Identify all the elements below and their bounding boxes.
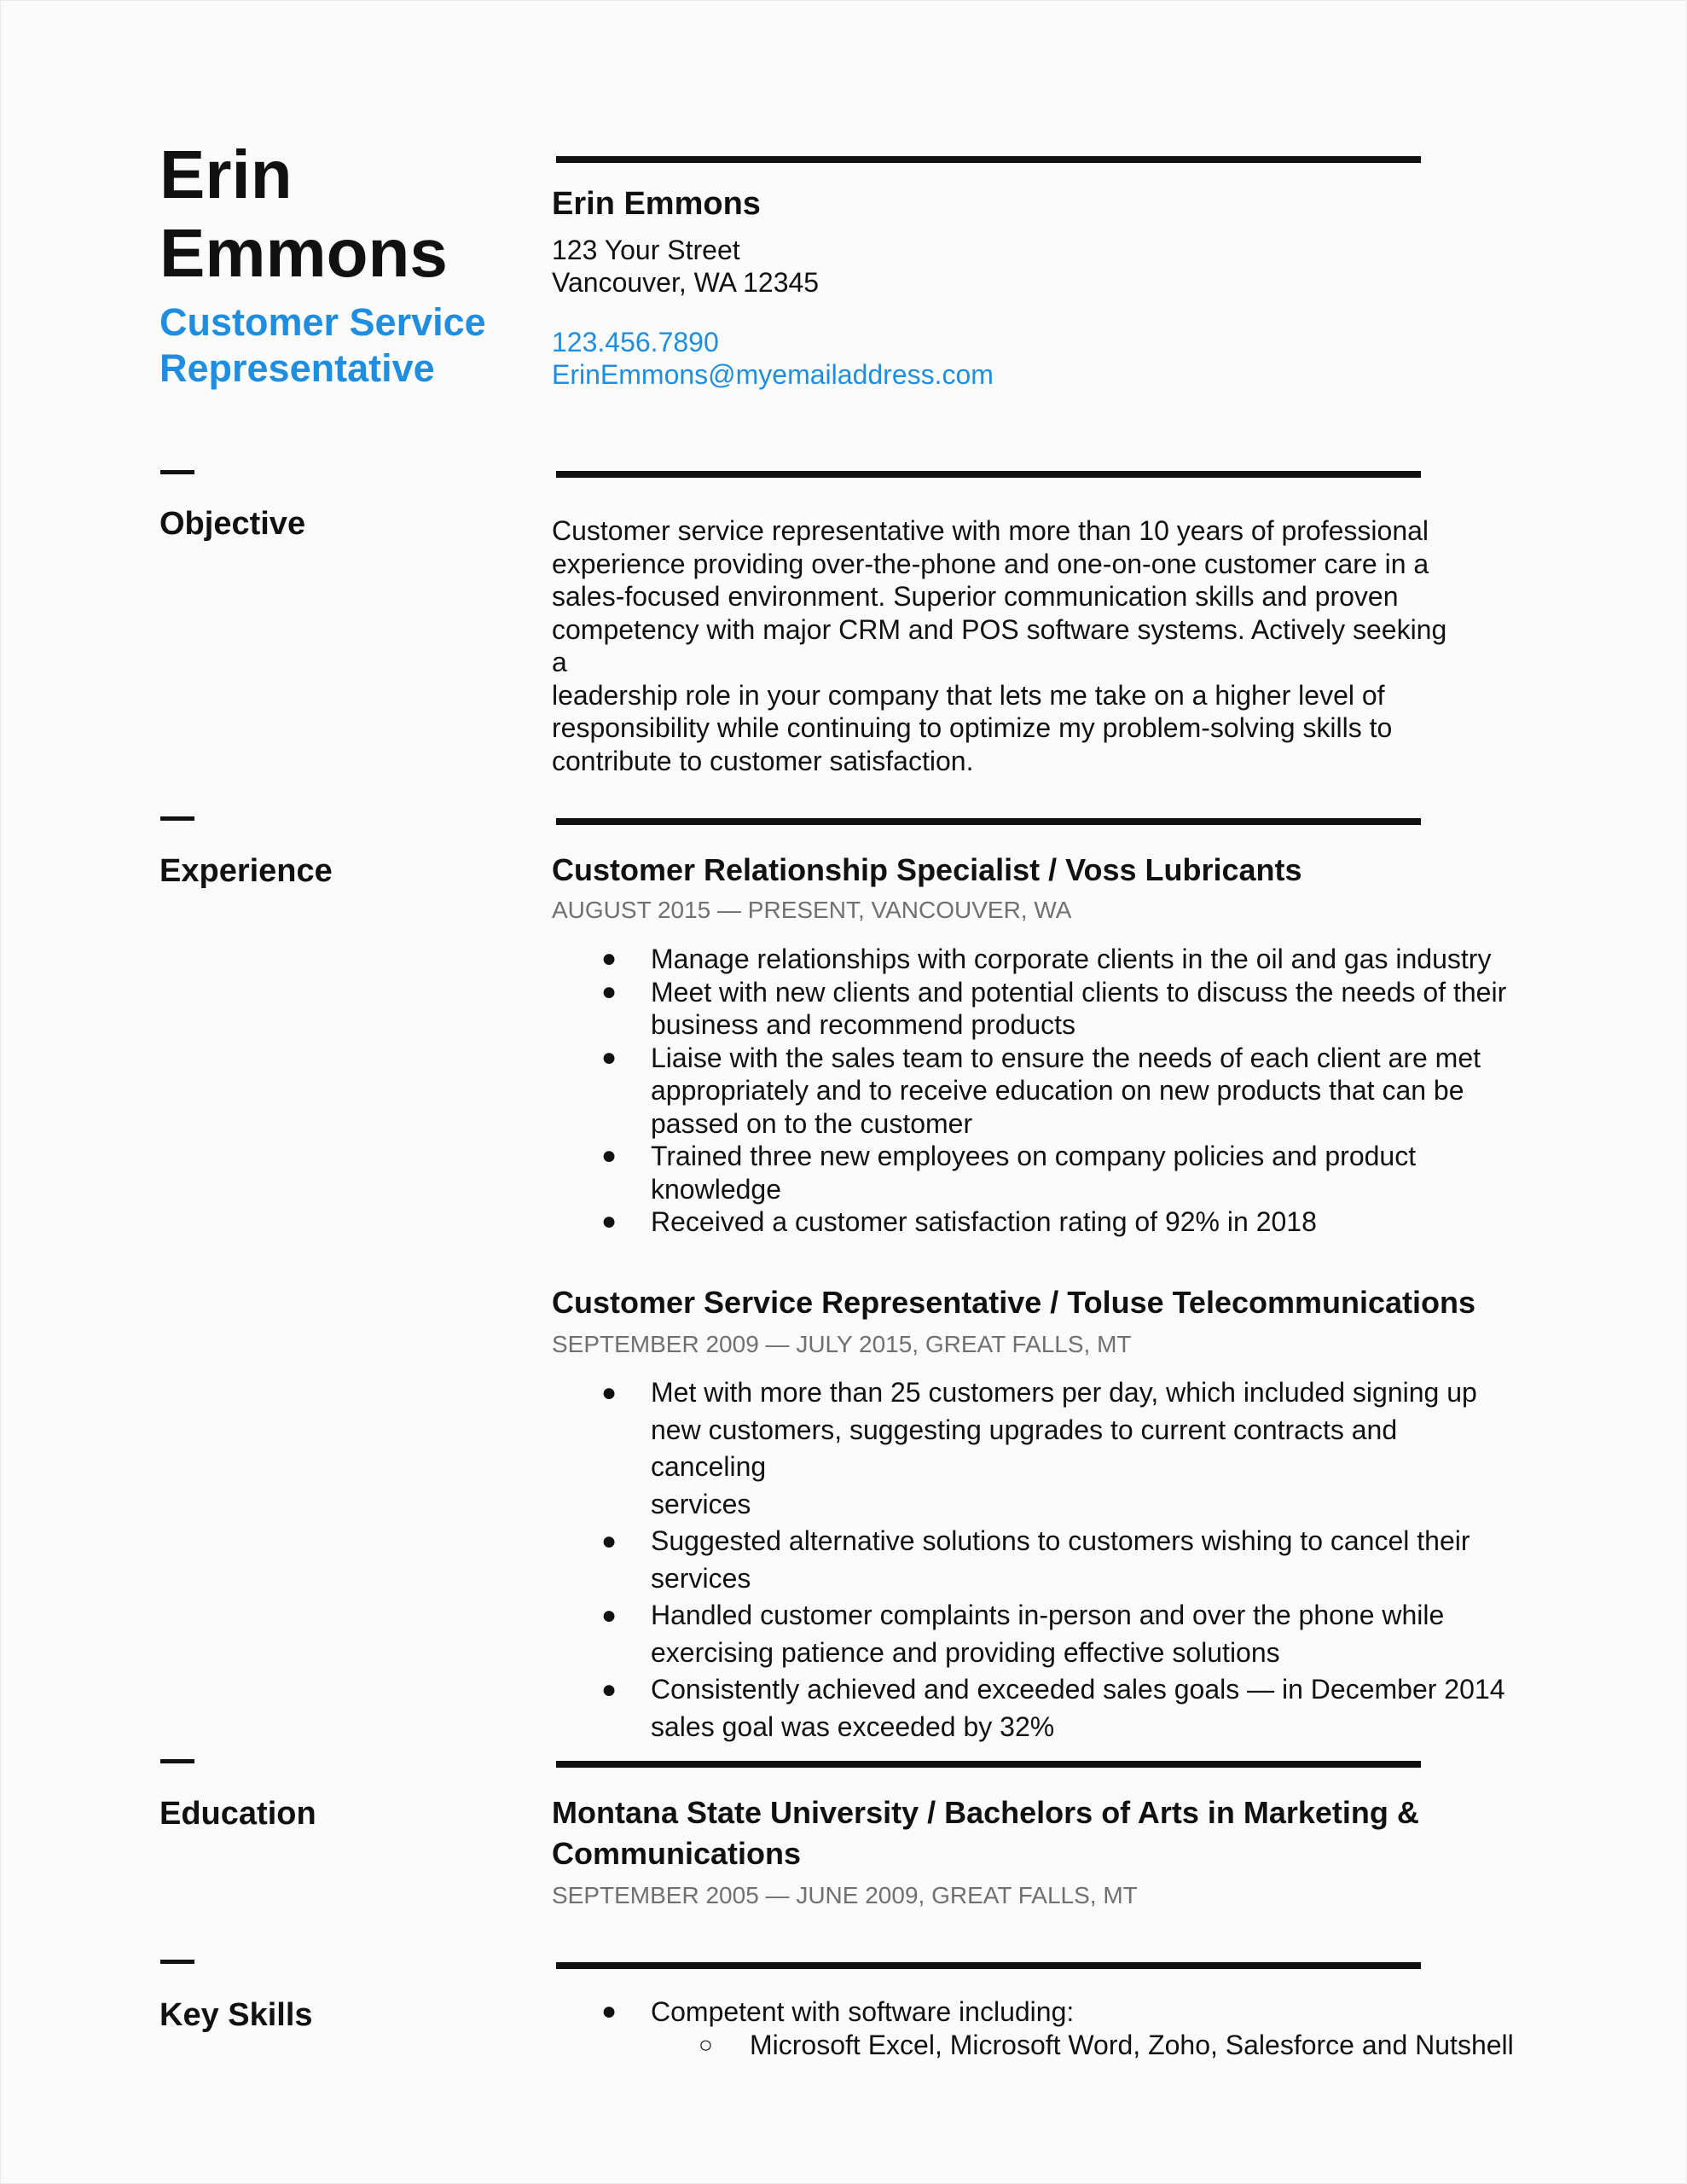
skills-sub-item: Microsoft Excel, Microsoft Word, Zoho, Salesforce and Nutshell [750,2029,1514,2060]
education-dates-location: SEPTEMBER 2005 — JUNE 2009, GREAT FALLS, MT [552,1882,1138,1908]
objective-line: competency with major CRM and POS software systems. Actively seeking a [552,613,1447,677]
job-1-dates-location: AUGUST 2015 — PRESENT, VANCOUVER, WA [552,897,1072,923]
list-item [651,2029,1516,2062]
job-title-line-2: Representative [159,346,435,390]
bullet-icon: ● [601,1676,617,1704]
contact-city: Vancouver, WA 12345 [552,267,820,298]
skills-sub-list [651,2029,1516,2062]
bullet-icon: ● [601,1141,617,1170]
bullet-icon: ● [601,944,617,973]
contact-phone-link[interactable]: 123.456.7890 [552,327,719,357]
job-2-dates-location: SEPTEMBER 2009 — JULY 2015, GREAT FALLS, MT [552,1331,1132,1357]
education-degree-line-2: Communications [552,1836,802,1871]
bullet-icon: ● [601,1601,617,1629]
heading-key-skills: Key Skills [159,1997,313,2033]
section-dash [160,1759,194,1763]
list-item [552,1995,1516,2061]
objective-line: sales-focused environment. Superior communication skills and proven [552,581,1399,612]
section-dash [160,470,194,474]
heading-education: Education [159,1796,316,1832]
section-rule [556,1761,1421,1768]
bullet-icon: ● [601,977,617,1006]
list-item: ● Trained three new employees on company policies and product knowledge [601,1141,1417,1205]
job-2-company: Toluse Telecommunications [1058,1285,1476,1320]
section-dash [160,1960,194,1964]
bullet-icon: ● [601,1379,617,1407]
objective-text [552,514,1464,777]
list-item: ● Suggested alternative solutions to customers wishing to cancel their services [552,1523,1516,1597]
bullet-icon: ● [601,1997,617,2025]
contact-street: 123 Your Street [552,235,740,265]
objective-line: experience providing over-the-phone and one-on-one customer care in a [552,548,1429,579]
skills-item: Competent with software including: [651,1996,1075,2027]
job-1-heading [552,850,1490,891]
objective-line: leadership role in your company that lets me take on a higher level of [552,679,1385,711]
section-rule [556,156,1421,163]
objective-line: contribute to customer satisfaction. [552,745,974,776]
job-2-heading [552,1282,1490,1323]
list-item: ● Met with more than 25 customers per day, which included signing up new customers, suggesting upgrades to current contracts and canceling services [552,1374,1516,1523]
bullet-icon: ● [601,1527,617,1555]
section-rule [556,818,1421,825]
circle-bullet-icon: ○ [699,2030,713,2058]
objective-line: responsibility while continuing to optimize my problem-solving skills to [552,712,1393,743]
list-item: ● Consistently achieved and exceeded sales goals — in December 2014 sales goal was exceeded by 32% [552,1671,1516,1745]
job-2-role: Customer Service Representative / [552,1285,1059,1320]
job-title-line-1: Customer Service [159,300,486,344]
first-name: Erin [159,136,293,212]
heading-experience: Experience [159,853,333,889]
job-2-bullets [552,1374,1516,1745]
contact-email-link[interactable]: ErinEmmons@myemailaddress.com [552,359,994,390]
job-1-role: Customer Relationship Specialist / [552,852,1058,887]
heading-objective: Objective [159,506,306,542]
education-degree-line-1: Bachelors of Arts in Marketing & [936,1795,1419,1830]
list-item: ● Manage relationships with corporate clients in the oil and gas industry [601,944,1492,974]
job-1-company: Voss Lubricants [1057,852,1302,887]
candidate-name [159,136,448,293]
objective-line: Customer service representative with more than 10 years of professional [552,515,1429,546]
education-heading [552,1792,1490,1874]
bullet-icon: ● [601,1207,617,1235]
education-school: Montana State University / [552,1795,936,1830]
list-item: ● Received a customer satisfaction rating of 92% in 2018 [601,1206,1317,1237]
bullet-icon: ● [601,1043,617,1072]
job-title [159,299,518,392]
list-item: ● Liaise with the sales team to ensure the needs of each client are met appropriately and to receive education on new products that can be passed on to the customer [601,1042,1481,1139]
list-item: ● Meet with new clients and potential clients to discuss the needs of their business and recommend products [601,976,1507,1040]
list-item: ● Handled customer complaints in-person and over the phone while exercising patience and providing effective solutions [552,1597,1516,1671]
section-rule [556,1962,1421,1969]
skills-list [552,1995,1516,2061]
section-dash [160,816,194,821]
last-name: Emmons [159,215,448,291]
job-1-bullets [552,943,1516,1239]
section-rule [556,471,1421,478]
contact-name: Erin Emmons [552,186,761,222]
